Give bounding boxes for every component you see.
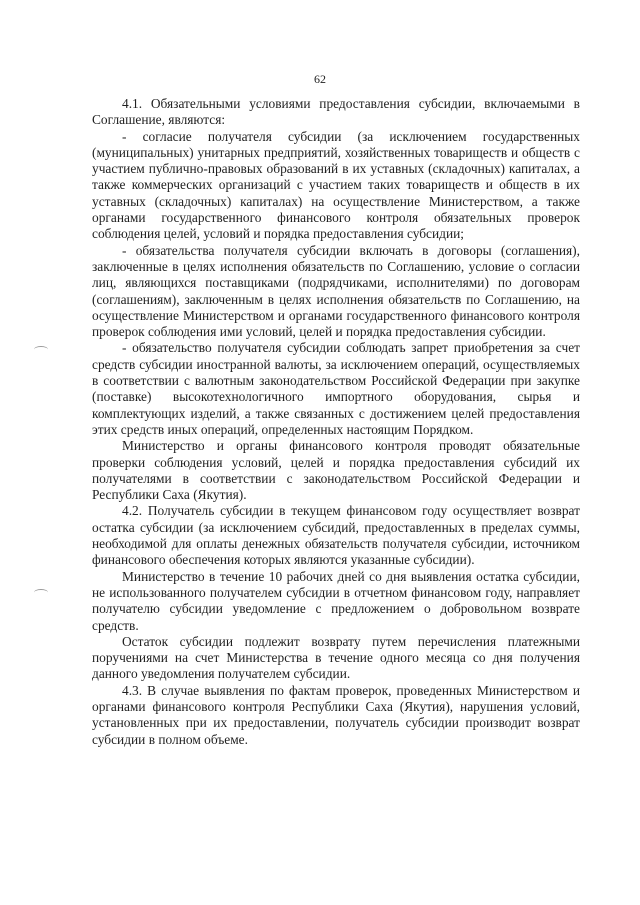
paragraph-4-1: 4.1. Обязательными условиями предоставления субсидии, включаемыми в Соглашение, являются: <box>92 96 580 128</box>
paragraph-contracts-obligation: - обязательства получателя субсидии включать в договоры (соглашения), заключенные в целях исполнения обязательств по Соглашению, условие о согласии лиц, являющихся поставщиками (подрядчиками, исполнителями) по договорам (соглашениям), заключенным в целях исполнения обязательств по Соглашению, на осуществление Министерством и органами государственного финансового контроля проверок соблюдения ими условий, целей и порядка предоставления субсидии. <box>92 242 580 340</box>
document-body <box>92 96 580 748</box>
paragraph-4-2: 4.2. Получатель субсидии в текущем финансовом году осуществляет возврат остатка субсидии (за исключением субсидий, предоставленных в пределах суммы, необходимой для оплаты денежных обязательств получателя субсидии, источником финансового обеспечения которых являются указанные субсидии). <box>92 503 580 568</box>
paragraph-refund: Остаток субсидии подлежит возврату путем перечисления платежными поручениями на счет Министерства в течение одного месяца со дня получения данного уведомления получателем субсидии. <box>92 633 580 682</box>
scan-mark-upper <box>34 346 48 353</box>
page-number: 62 <box>314 72 326 86</box>
paragraph-notification: Министерство в течение 10 рабочих дней со дня выявления остатка субсидии, не использованного получателем субсидии в отчетном финансовом году, направляет получателю субсидии уведомление с предложением о добровольном возврате средств. <box>92 568 580 633</box>
paragraph-4-3: 4.3. В случае выявления по фактам проверок, проведенных Министерством и органами финансового контроля Республики Саха (Якутия), нарушения условий, установленных при их предоставлении, получатель субсидии производит возврат субсидии в полном объеме. <box>92 682 580 747</box>
paragraph-inspections: Министерство и органы финансового контроля проводят обязательные проверки соблюдения условий, целей и порядка предоставления субсидий их получателями в соответствии с законодательством Российской Федерации и Республики Саха (Якутия). <box>92 438 580 503</box>
paragraph-consent: - согласие получателя субсидии (за исключением государственных (муниципальных) унитарных предприятий, хозяйственных товариществ и обществ с участием публично-правовых образований в их уставных (складочных) капиталах, а также коммерческих организаций с участием таких товариществ и обществ в их уставных (складочных) капиталах) на осуществление Министерством, а также органами государственного финансового контроля обязательных проверок соблюдения целей, условий и порядка предоставления субсидии; <box>92 128 580 242</box>
paragraph-currency-ban: - обязательство получателя субсидии соблюдать запрет приобретения за счет средств субсидии иностранной валюты, за исключением операций, осуществляемых в соответствии с валютным законодательством Российской Федерации при закупке (поставке) высокотехнологичного импортного оборудования, сырья и комплектующих изделий, а также связанных с достижением целей предоставления этих средств иных операций, определенных настоящим Порядком. <box>92 340 580 437</box>
scan-mark-lower <box>34 589 48 596</box>
